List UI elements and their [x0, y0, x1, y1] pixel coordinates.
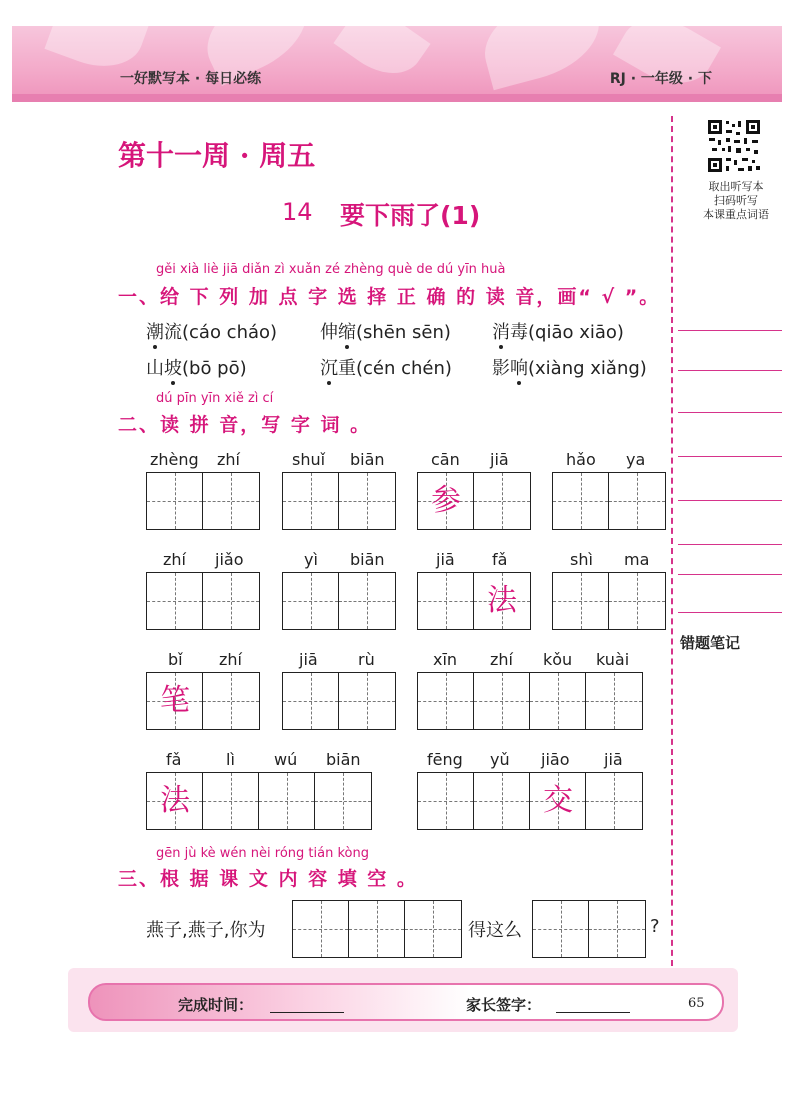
writing-grid[interactable]: 笔: [146, 672, 260, 730]
section1-title: 一、给 下 列 加 点 字 选 择 正 确 的 读 音，画“ √ ”。: [118, 286, 661, 308]
writing-grid[interactable]: 参: [417, 472, 531, 530]
section2-pinyin: dú pīn yīn xiě zì cí: [156, 391, 274, 406]
sentence-start: 燕子,燕子,你为: [146, 920, 266, 941]
parent-signature-label: 家长签字：: [466, 996, 542, 1014]
page-number: 65: [688, 996, 705, 1011]
pinyin-syllable: jiā: [436, 550, 455, 569]
note-line: [678, 330, 782, 331]
pinyin-syllable: biān: [350, 450, 385, 469]
pinyin-syllable: zhèng: [150, 450, 199, 469]
writing-grid[interactable]: [282, 572, 396, 630]
lesson-title: 要下雨了(1): [340, 201, 481, 230]
pinyin-syllable: kuài: [596, 650, 630, 669]
writing-grid[interactable]: [417, 672, 643, 730]
pinyin-syllable: lì: [226, 750, 235, 769]
qr-caption: 取出听写本 扫码听写 本课重点词语: [703, 180, 769, 221]
pinyin-syllable: fǎ: [492, 550, 508, 569]
pinyin-syllable: zhí: [490, 650, 513, 669]
note-line: [678, 370, 782, 371]
book-series-label: 一好默写本 · 每日必练: [120, 71, 262, 87]
pinyin-syllable: jiǎo: [215, 550, 244, 569]
parent-signature-field[interactable]: [556, 1012, 630, 1013]
pinyin-syllable: ya: [626, 450, 646, 469]
pinyin-syllable: zhí: [163, 550, 186, 569]
sentence-end: ?: [650, 916, 660, 937]
pinyin-syllable: wú: [274, 750, 298, 769]
pinyin-syllable: yǔ: [490, 750, 510, 769]
note-line: [678, 500, 782, 501]
completion-time-field[interactable]: [270, 1012, 344, 1013]
note-line: [678, 456, 782, 457]
pinyin-syllable: hǎo: [566, 450, 596, 469]
pinyin-syllable: zhí: [217, 450, 240, 469]
pinyin-syllable: jiā: [299, 650, 318, 669]
pinyin-syllable: jiā: [604, 750, 623, 769]
question-item[interactable]: 消毒(qiāo xiāo): [492, 322, 624, 343]
note-line: [678, 612, 782, 613]
qr-code-icon[interactable]: [706, 118, 762, 174]
pinyin-syllable: fǎ: [166, 750, 182, 769]
margin-divider: [671, 116, 673, 976]
grade-label: RJ · 一年级 · 下: [609, 71, 712, 87]
note-line: [678, 574, 782, 575]
pinyin-syllable: fēng: [427, 750, 463, 769]
writing-grid[interactable]: [282, 472, 396, 530]
question-item[interactable]: 沉重(cén chén): [320, 358, 452, 379]
pinyin-syllable: rù: [358, 650, 375, 669]
section3-pinyin: gēn jù kè wén nèi róng tián kòng: [156, 846, 369, 861]
mistake-notes-title: 错题笔记: [680, 634, 741, 652]
pinyin-syllable: kǒu: [543, 650, 573, 669]
writing-grid[interactable]: [552, 472, 666, 530]
pinyin-syllable: shuǐ: [292, 450, 326, 469]
pinyin-syllable: shì: [570, 550, 593, 569]
note-line: [678, 412, 782, 413]
writing-grid[interactable]: [146, 472, 260, 530]
question-item[interactable]: 伸缩(shēn sēn): [320, 322, 451, 343]
question-item[interactable]: 山坡(bō pō): [146, 358, 247, 379]
writing-grid[interactable]: [552, 572, 666, 630]
fill-blank-grid[interactable]: [292, 900, 462, 958]
writing-grid[interactable]: [282, 672, 396, 730]
question-item[interactable]: 潮流(cáo cháo): [146, 322, 278, 343]
sentence-middle: 得这么: [468, 920, 522, 941]
writing-grid[interactable]: 法: [146, 772, 372, 830]
completion-time-label: 完成时间：: [178, 996, 254, 1014]
pinyin-syllable: xīn: [433, 650, 458, 669]
week-title: 第十一周 · 周五: [118, 139, 316, 172]
pinyin-syllable: biān: [350, 550, 385, 569]
pinyin-syllable: jiāo: [541, 750, 570, 769]
pinyin-syllable: jiā: [490, 450, 509, 469]
writing-grid[interactable]: [146, 572, 260, 630]
section2-title: 二、读 拼 音，写 字 词 。: [118, 414, 372, 436]
section3-title: 三、根 据 课 文 内 容 填 空 。: [118, 868, 418, 890]
pinyin-syllable: cān: [431, 450, 460, 469]
pinyin-syllable: ma: [624, 550, 650, 569]
pinyin-syllable: biān: [326, 750, 361, 769]
header-banner: [12, 26, 782, 102]
writing-grid[interactable]: 法: [417, 572, 531, 630]
note-line: [678, 544, 782, 545]
writing-grid[interactable]: 交: [417, 772, 643, 830]
pinyin-syllable: yì: [304, 550, 318, 569]
fill-blank-grid[interactable]: [532, 900, 646, 958]
question-item[interactable]: 影响(xiàng xiǎng): [492, 358, 647, 379]
pinyin-syllable: bǐ: [168, 650, 183, 669]
lesson-number: 14: [282, 198, 313, 226]
section1-pinyin: gěi xià liè jiā diǎn zì xuǎn zé zhèng què de dú yīn huà: [156, 262, 506, 277]
pinyin-syllable: zhí: [219, 650, 242, 669]
